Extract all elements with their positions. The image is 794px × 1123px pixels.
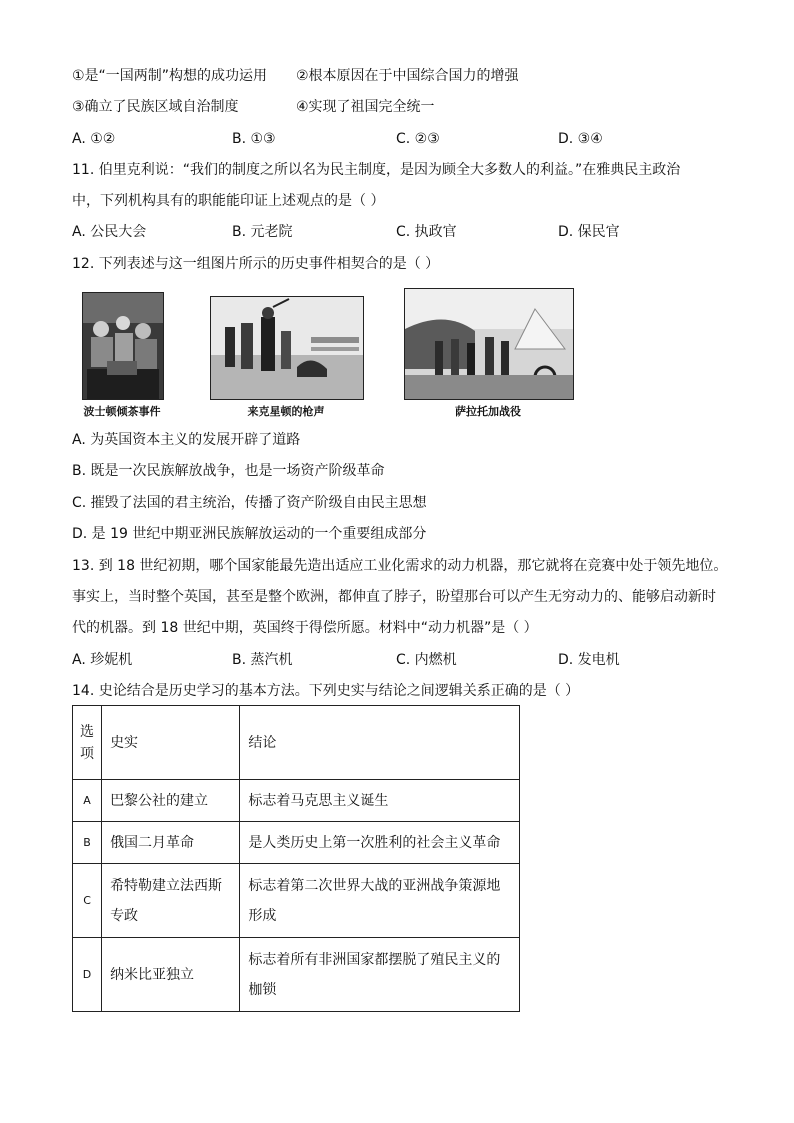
- q14-table: [72, 705, 520, 1012]
- table-row: [73, 780, 520, 822]
- q13-option-b: B. 蒸汽机: [232, 652, 293, 668]
- q11-option-b: B. 元老院: [232, 224, 293, 240]
- q13-stem-line-3: 代的机器。到 18 世纪中期，英国终于得偿所愿。材料中“动力机器”是（ ）: [72, 620, 538, 636]
- saratoga-battle-image: [404, 288, 574, 400]
- q10-item-4: ④实现了祖国完全统一: [296, 99, 435, 115]
- caption-saratoga-battle: 萨拉托加战役: [455, 405, 521, 418]
- q10-option-c: C. ②③: [396, 131, 440, 147]
- q13-option-c: C. 内燃机: [396, 652, 457, 668]
- q13-stem-line-1: 13. 到 18 世纪初期，哪个国家能最先造出适应工业化需求的动力机器，那它就将在竞赛中处于领先地位。: [72, 558, 728, 574]
- row-fact: [102, 864, 240, 938]
- boston-tea-party-image: [82, 292, 164, 400]
- lexington-gunfire-image: [210, 296, 364, 400]
- q12-option-b: B. 既是一次民族解放战争，也是一场资产阶级革命: [72, 463, 385, 479]
- row-conclusion-line-1: 标志着所有非洲国家都摆脱了殖民主义的: [248, 951, 501, 968]
- row-option: B: [73, 822, 102, 864]
- q11-option-c: C. 执政官: [396, 224, 457, 240]
- row-fact-line-1: 希特勒建立法西斯: [110, 877, 223, 894]
- q12-option-c: C. 摧毁了法国的君主统治，传播了资产阶级自由民主思想: [72, 495, 427, 511]
- table-row: [73, 864, 520, 938]
- row-conclusion-line-2: 形成: [248, 907, 277, 924]
- q12-option-d: D. 是 19 世纪中期亚洲民族解放运动的一个重要组成部分: [72, 526, 427, 542]
- row-conclusion-line-1: 标志着第二次世界大战的亚洲战争策源地: [248, 877, 501, 894]
- row-option: D: [73, 938, 102, 1012]
- table-row: [73, 938, 520, 1012]
- row-conclusion: 标志着马克思主义诞生: [240, 780, 520, 822]
- q10-option-b: B. ①③: [232, 131, 276, 147]
- header-conclusion: 结论: [240, 706, 520, 780]
- caption-boston-tea-party: 波士顿倾茶事件: [83, 405, 161, 418]
- row-option: A: [73, 780, 102, 822]
- row-fact: 巴黎公社的建立: [102, 780, 240, 822]
- header-option: [73, 706, 102, 780]
- q10-option-d: D. ③④: [558, 131, 603, 147]
- row-conclusion: [240, 864, 520, 938]
- q13-option-d: D. 发电机: [558, 652, 620, 668]
- q12-option-a: A. 为英国资本主义的发展开辟了道路: [72, 432, 301, 448]
- table-row: [73, 822, 520, 864]
- q13-option-a: A. 珍妮机: [72, 652, 133, 668]
- table-header-row: [73, 706, 520, 780]
- row-conclusion-line-2: 枷锁: [248, 981, 277, 998]
- caption-lexington-gunfire: 来克星顿的枪声: [247, 405, 325, 418]
- q10-option-a: A. ①②: [72, 131, 116, 147]
- q10-item-3: ③确立了民族区域自治制度: [72, 99, 239, 115]
- q10-item-2: ②根本原因在于中国综合国力的增强: [296, 68, 519, 84]
- q11-option-d: D. 保民官: [558, 224, 620, 240]
- row-fact: 俄国二月革命: [102, 822, 240, 864]
- q13-stem-line-2: 事实上，当时整个英国，甚至是整个欧洲，都伸直了脖子，盼望那台可以产生无穷动力的、能够启动新时: [72, 589, 716, 605]
- row-fact: 纳米比亚独立: [102, 938, 240, 1012]
- header-fact: 史实: [102, 706, 240, 780]
- row-option: C: [73, 864, 102, 938]
- header-option-line-1: 选: [80, 723, 95, 740]
- q10-item-1: ①是“一国两制”构想的成功运用: [72, 68, 268, 84]
- row-fact-line-2: 专政: [110, 907, 139, 924]
- q11-option-a: A. 公民大会: [72, 224, 147, 240]
- q14-stem: 14. 史论结合是历史学习的基本方法。下列史实与结论之间逻辑关系正确的是（ ）: [72, 683, 580, 699]
- row-conclusion: [240, 938, 520, 1012]
- q11-stem-line-1: 11. 伯里克利说：“我们的制度之所以名为民主制度，是因为顾全大多数人的利益。”在雅典民主政治: [72, 162, 681, 178]
- row-conclusion: 是人类历史上第一次胜利的社会主义革命: [240, 822, 520, 864]
- q12-stem: 12. 下列表述与这一组图片所示的历史事件相契合的是（ ）: [72, 256, 440, 272]
- header-option-line-2: 项: [80, 745, 95, 762]
- q11-stem-line-2: 中，下列机构具有的职能能印证上述观点的是（ ）: [72, 193, 385, 209]
